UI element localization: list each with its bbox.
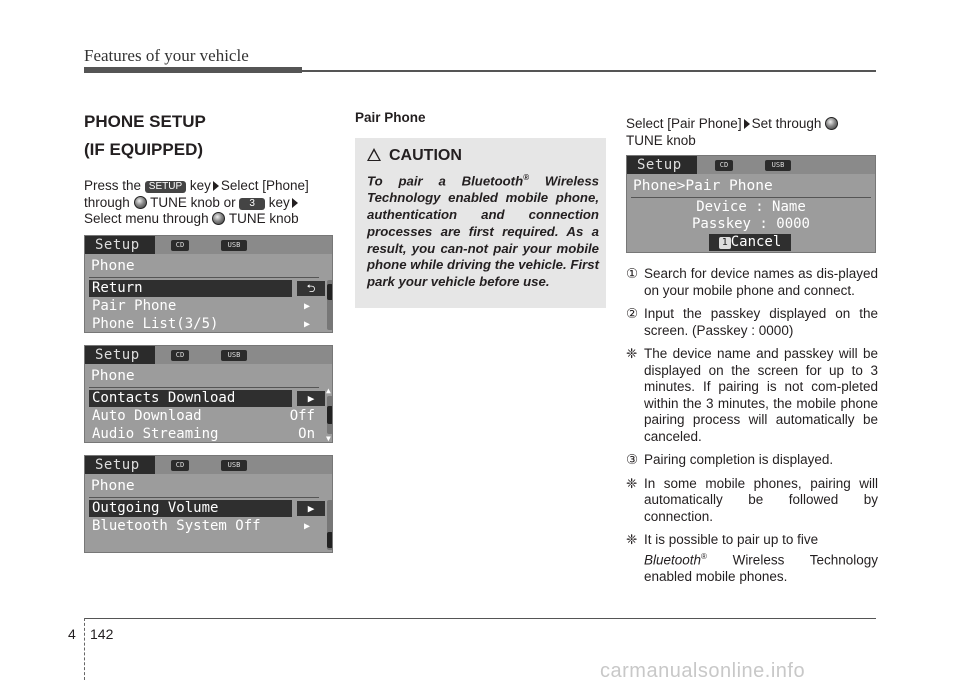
list-item xyxy=(626,266,878,299)
pair-phone-screen xyxy=(626,155,876,253)
instruction-text: TUNE knob or xyxy=(150,194,236,210)
menu-item-phone-list[interactable] xyxy=(89,316,325,333)
screen-title: Phone xyxy=(91,258,135,274)
menu-item-label: Contacts Download xyxy=(92,390,236,406)
cancel-number-badge: 1 xyxy=(719,237,731,249)
column-phone-setup xyxy=(84,110,336,228)
footer-rule xyxy=(84,618,876,619)
setup-key-icon: SETUP xyxy=(145,181,186,193)
list-marker: ① xyxy=(626,266,639,281)
arrow-right-icon xyxy=(292,198,298,208)
cancel-label: Cancel xyxy=(730,234,782,250)
header-rule-thick xyxy=(84,67,302,73)
scrollbar-thumb[interactable] xyxy=(327,532,333,548)
tune-knob-icon xyxy=(825,117,838,130)
list-item xyxy=(626,532,878,585)
instruction-text: Press the xyxy=(84,178,142,193)
cd-badge: CD xyxy=(171,350,189,361)
list-text: It is possible to pair up to five xyxy=(644,532,819,547)
screen-setup-tab: Setup xyxy=(85,346,155,364)
menu-item-label: Outgoing Volume xyxy=(92,500,219,516)
return-arrow-icon: ⮌ xyxy=(297,281,325,296)
menu-item-audio-streaming[interactable] xyxy=(89,426,325,443)
list-text: Wireless Technology enabled mobile phones. xyxy=(644,552,878,584)
cd-badge: CD xyxy=(715,160,733,171)
menu-item-return[interactable] xyxy=(89,280,292,297)
usb-badge: USB xyxy=(221,460,247,471)
menu-item-label: Bluetooth System Off xyxy=(92,518,261,534)
caution-body xyxy=(367,170,599,291)
screen-divider xyxy=(89,387,319,388)
list-text: The device name and passkey will be displayed on the screen for up to 3 minutes. If pairing is not com-pleted within the 3 minutes, the mobile phone pairing process will automatically be canceled. xyxy=(644,346,878,444)
caution-text: Wireless Technology enabled mobile phone, authentication and connection processes are first required. As a result, you can-not pair your mobile phone while driving the vehicle. First park your vehicle before use. xyxy=(367,173,599,290)
phone-menu-screen-1 xyxy=(84,235,333,333)
bluetooth-word: Bluetooth xyxy=(644,552,702,567)
header-rule-thin xyxy=(302,70,876,72)
screen-title: Phone>Pair Phone xyxy=(633,178,773,194)
list-marker: ② xyxy=(626,306,639,321)
section-heading-line2: (IF EQUIPPED) xyxy=(84,140,204,159)
watermark: carmanualsonline.info xyxy=(600,660,806,682)
list-item xyxy=(626,346,878,445)
instruction-text: TUNE knob xyxy=(228,211,299,226)
pair-phone-heading: Pair Phone xyxy=(355,110,426,125)
list-text: Input the passkey displayed on the screen. (Passkey : 0000) xyxy=(644,306,878,338)
list-item xyxy=(626,452,878,469)
menu-item-pair-phone[interactable] xyxy=(89,298,325,315)
list-marker: ❈ xyxy=(626,532,638,547)
menu-item-bluetooth-system-off[interactable] xyxy=(89,518,325,535)
screen-setup-tab: Setup xyxy=(627,156,697,174)
caution-box xyxy=(355,138,606,308)
page-header-title: Features of your vehicle xyxy=(84,46,249,65)
scrollbar-thumb[interactable] xyxy=(327,406,333,424)
registered-mark: ® xyxy=(523,173,530,182)
instruction-text: Select [Phone] xyxy=(220,178,309,193)
chapter-number: 4 xyxy=(68,626,76,642)
instruction-text: key xyxy=(268,194,290,210)
chevron-right-icon: ▶ xyxy=(297,391,325,406)
arrow-right-icon xyxy=(213,181,219,191)
screen-setup-tab: Setup xyxy=(85,236,155,254)
chevron-right-icon: ▶ xyxy=(304,319,311,330)
chevron-right-icon: ▶ xyxy=(297,501,325,516)
number-key-icon: 3 xyxy=(239,198,265,210)
usb-badge: USB xyxy=(221,350,247,361)
menu-item-label: Return xyxy=(92,280,143,296)
menu-item-outgoing-volume[interactable] xyxy=(89,500,292,517)
column-pair-phone xyxy=(355,110,607,127)
device-name-text: Device : Name xyxy=(696,199,806,215)
scroll-down-icon[interactable]: ▼ xyxy=(326,434,331,443)
menu-item-label: Phone List(3/5) xyxy=(92,316,219,332)
phone-menu-screen-3 xyxy=(84,455,333,553)
passkey-text: Passkey : 0000 xyxy=(691,216,810,232)
intro-text: TUNE knob xyxy=(626,132,696,148)
auto-download-value: Off xyxy=(289,408,315,424)
phone-menu-screen-2 xyxy=(84,345,333,443)
list-marker: ❈ xyxy=(626,475,638,491)
menu-item-label: Pair Phone xyxy=(92,298,177,314)
tune-knob-icon xyxy=(212,212,225,225)
menu-item-auto-download[interactable] xyxy=(89,408,325,425)
column-pair-steps xyxy=(626,110,878,149)
caution-title-text: CAUTION xyxy=(389,147,462,164)
arrow-right-icon xyxy=(744,119,750,129)
instruction-text: through xyxy=(84,194,130,210)
screen-divider xyxy=(89,277,319,278)
list-marker: ③ xyxy=(626,452,639,467)
chevron-right-icon: ▶ xyxy=(304,521,311,532)
registered-mark: ® xyxy=(701,551,707,561)
screen-title: Phone xyxy=(91,368,135,384)
pair-intro-paragraph xyxy=(626,116,878,149)
list-text: In some mobile phones, pairing will automatically be followed by connection. xyxy=(644,475,878,524)
screen-setup-tab: Setup xyxy=(85,456,155,474)
usb-badge: USB xyxy=(765,160,791,171)
screen-divider xyxy=(89,497,319,498)
audio-streaming-value: On xyxy=(298,426,315,442)
intro-text: Set through xyxy=(751,116,822,131)
menu-item-label: Audio Streaming xyxy=(92,426,219,442)
list-text: Search for device names as dis-played on your mobile phone and connect. xyxy=(644,266,878,298)
cancel-button[interactable] xyxy=(709,234,791,251)
list-item xyxy=(626,306,878,339)
chevron-right-icon: ▶ xyxy=(304,301,311,312)
intro-text: Select [Pair Phone] xyxy=(626,116,742,131)
cd-badge: CD xyxy=(171,460,189,471)
instruction-text: key xyxy=(189,178,211,193)
usb-badge: USB xyxy=(221,240,247,251)
list-item xyxy=(626,476,878,526)
footer-divider xyxy=(84,618,85,680)
list-text: Pairing completion is displayed. xyxy=(644,452,834,467)
menu-item-contacts-download[interactable] xyxy=(89,390,292,407)
tune-knob-icon xyxy=(134,196,147,209)
screen-divider xyxy=(631,197,871,198)
pair-steps-list xyxy=(626,260,878,585)
instruction-paragraph xyxy=(84,178,336,228)
screen-title: Phone xyxy=(91,478,135,494)
instruction-text: Select menu through xyxy=(84,211,209,226)
scroll-up-icon[interactable]: ▲ xyxy=(326,386,331,395)
list-marker: ❈ xyxy=(626,346,638,361)
menu-item-label: Auto Download xyxy=(92,408,202,424)
scrollbar-thumb[interactable] xyxy=(327,284,333,300)
page-number: 142 xyxy=(90,626,114,642)
caution-title xyxy=(367,146,462,166)
warning-icon xyxy=(367,148,381,161)
cd-badge: CD xyxy=(171,240,189,251)
section-heading-line1: PHONE SETUP xyxy=(84,112,206,131)
caution-text: To pair a Bluetooth xyxy=(367,173,524,189)
